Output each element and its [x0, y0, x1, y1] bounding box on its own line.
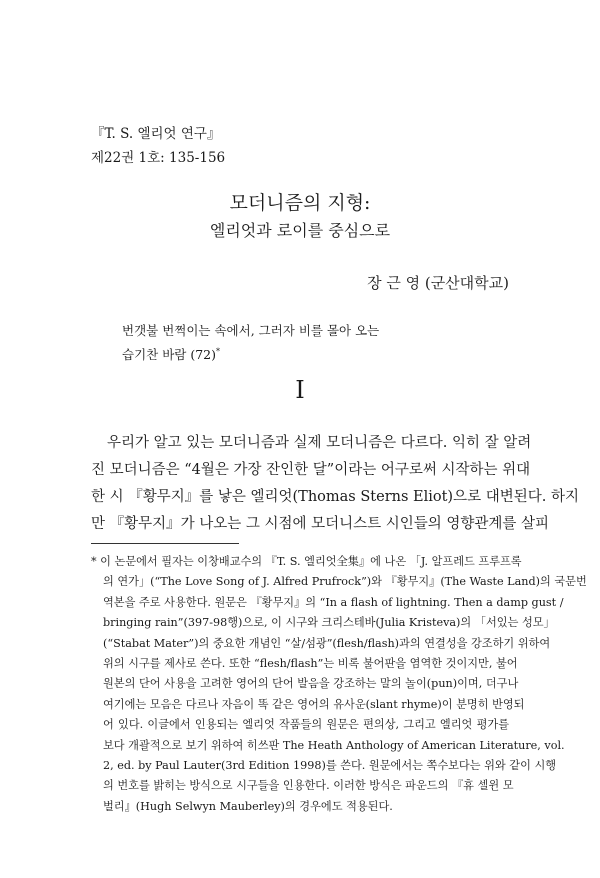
footnote-divider: [91, 543, 239, 544]
journal-title: 『T. S. 엘리엇 연구』: [91, 126, 221, 142]
body-line: 진 모더니즘은 “4월은 가장 잔인한 달”이라는 어구로써 시작하는 위대: [91, 462, 531, 478]
body-line: 한 시 『황무지』를 낳은 엘리엇(Thomas Sterns Eliot)으로 대변된다. 하지: [91, 489, 579, 505]
journal-issue: 제22권 1호: 135-156: [91, 150, 226, 166]
footnote-marker: *: [215, 346, 220, 356]
body-line: 우리가 알고 있는 모더니즘과 실제 모더니즘은 다르다. 익히 잘 알려: [107, 435, 532, 451]
footnote-line: 원본의 단어 사용을 고려한 영어의 단어 발음을 강조하는 말의 놀이(pun)이며, 더구나: [103, 677, 519, 691]
footnote-line: * 이 논문에서 필자는 이창배교수의 『T. S. 엘리엇全集』에 나온 「J. 알프레드 프루프록: [91, 555, 522, 568]
journal-header: [91, 122, 225, 170]
footnote-line: 2, ed. by Paul Lauter(3rd Edition 1998)를 쓴다. 원문에서는 쪽수보다는 위와 같이 시행: [103, 759, 557, 773]
author: 장 근 영 (군산대학교): [367, 274, 509, 292]
footnote-line: 위의 시구를 제사로 쓴다. 또한 “flesh/flash”는 비록 불어판을 염역한 것이지만, 불어: [103, 657, 518, 671]
epigraph-line-2-text: 습기찬 바람 (72): [122, 347, 216, 362]
footnote-line: 의 번호를 밝히는 방식으로 시구들을 인용한다. 이러한 방식은 파운드의 『휴 셀윈 모: [103, 779, 514, 793]
footnote-line: (“Stabat Mater”)의 중요한 개념인 “살/섬광”(flesh/flash)과의 연결성을 강조하기 위하여: [103, 636, 551, 650]
footnote-line: 의 연가」(“The Love Song of J. Alfred Prufrock”)와 『황무지』(The Waste Land)의 국문번: [103, 575, 587, 589]
footnote: [91, 552, 587, 817]
body-line: 만 『황무지』가 나오는 그 시점에 모더니스트 시인들의 영향관계를 살피: [91, 516, 550, 532]
footnote-line: 어 있다. 이글에서 인용되는 엘리엇 작품들의 원문은 편의상, 그리고 엘리엇 평가를: [103, 718, 509, 732]
footnote-line: 벌리』(Hugh Selwyn Mauberley)의 경우에도 적용된다.: [103, 799, 393, 813]
epigraph: [122, 319, 379, 367]
section-heading: I: [295, 376, 305, 404]
footnote-line: bringing rain”(397-98행)으로, 이 시구와 크리스테바(Julia Kristeva)의 「서있는 성모」: [103, 616, 555, 630]
footnote-line: 보다 개괄적으로 보기 위하여 히쓰판 The Heath Anthology of American Literature, vol.: [103, 738, 565, 752]
footnote-line: 여기에는 모음은 다르나 자음이 똑 같은 영어의 유사운(slant rhyme)이 분명히 반영되: [103, 697, 525, 711]
epigraph-line-2: [122, 343, 379, 367]
paper-subtitle: 엘리엇과 로이를 중심으로: [209, 221, 391, 240]
paper-title: 모더니즘의 지형:: [229, 192, 371, 214]
body-text: [91, 430, 579, 538]
footnote-line: 역본을 주로 사용한다. 원문은 『황무지』의 “In a flash of lightning. Then a damp gust /: [103, 595, 564, 609]
epigraph-line-1: 번갯불 번쩍이는 속에서, 그러자 비를 몰아 오는: [122, 323, 380, 338]
